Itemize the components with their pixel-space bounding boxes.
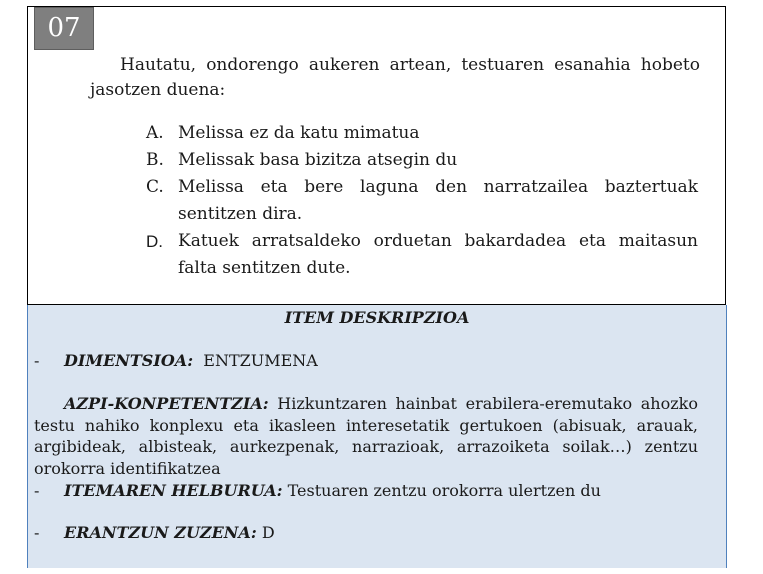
goal-value: Testuaren zentzu orokorra ulertzen du (287, 481, 601, 500)
item-description-box (27, 305, 727, 568)
answer-value: D (261, 523, 275, 542)
question-box (27, 6, 726, 305)
subcompetence-label: AZPI-KONPETENTZIA: (64, 394, 269, 413)
subcompetence-value: Hizkuntzaren hainbat erabilera-eremutako ahozko testu nahiko konplexu eta ikasleen interesetatik gertukoen (abisuak, arauak, argibideak, albisteak, aurkezpenak, narrazioak, arrazoiketa soilak…) zentzu orokorra identifikatzea (34, 394, 698, 478)
answer-label: ERANTZUN ZUZENA: (64, 523, 257, 542)
subcompetence-paragraph (34, 393, 698, 479)
goal-row (34, 480, 698, 501)
answer-options (146, 120, 698, 282)
option-letter: A. (146, 123, 164, 143)
option-d (146, 228, 698, 282)
option-text: Melissa ez da katu mimatua (178, 123, 420, 143)
goal-label: ITEMAREN HELBURUA: (64, 481, 283, 500)
bullet-dash: - (34, 523, 40, 542)
dimension-value: ENTZUMENA (203, 351, 318, 370)
bullet-dash: - (34, 351, 40, 370)
option-text: Katuek arratsaldeko orduetan bakardadea eta maitasun falta sentitzen dute. (178, 231, 698, 278)
dimension-row (34, 350, 698, 371)
option-letter: C. (146, 177, 164, 197)
option-letter: B. (146, 150, 164, 170)
option-text: Melissa eta bere laguna den narratzailea baztertuak sentitzen dira. (178, 177, 698, 224)
item-number-badge: 07 (34, 7, 94, 50)
question-prompt: Hautatu, ondorengo aukeren artean, testuaren esanahia hobeto jasotzen duena: (90, 55, 700, 100)
bullet-dash: - (34, 481, 40, 500)
option-letter: D. (146, 232, 163, 251)
option-a (146, 120, 698, 147)
option-b (146, 147, 698, 174)
option-c (146, 174, 698, 228)
description-title: ITEM DESKRIPZIOA (284, 308, 470, 327)
dimension-label: DIMENTSIOA: (64, 351, 194, 370)
option-text: Melissak basa bizitza atsegin du (178, 150, 458, 170)
answer-row (34, 522, 698, 543)
